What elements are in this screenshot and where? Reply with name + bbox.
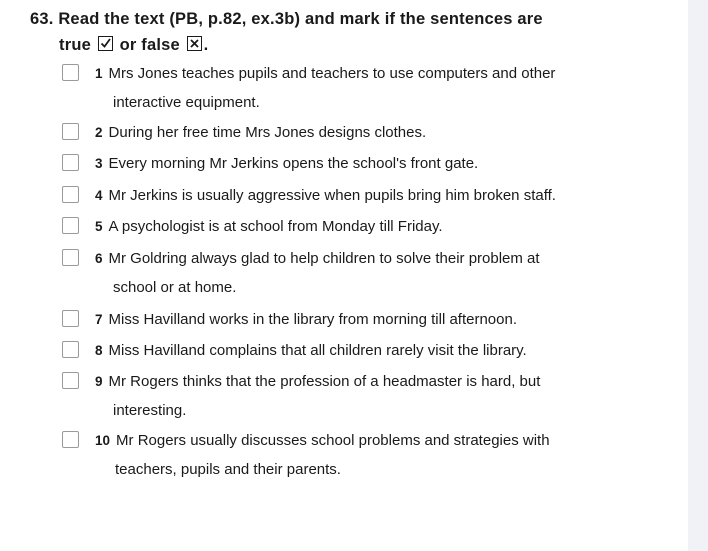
item-text: Mr Jerkins is usually aggressive when pupils bring him broken staff. bbox=[108, 187, 556, 204]
item-text: Miss Havilland works in the library from morning till afternoon. bbox=[108, 311, 517, 328]
item-text-continued: school or at home. bbox=[113, 279, 237, 296]
item-text-continued: interactive equipment. bbox=[113, 94, 260, 111]
list-item bbox=[62, 59, 642, 117]
checked-box-icon bbox=[98, 36, 113, 51]
item-number: 2 bbox=[95, 125, 103, 140]
item-number: 6 bbox=[95, 251, 103, 266]
item-text: Mr Rogers thinks that the profession of a headmaster is hard, but bbox=[108, 373, 541, 390]
list-item bbox=[62, 244, 642, 302]
answer-checkbox[interactable] bbox=[62, 249, 79, 266]
task-instruction bbox=[30, 6, 640, 58]
item-text: Mrs Jones teaches pupils and teachers to use computers and other bbox=[108, 65, 556, 82]
item-text: Mr Goldring always glad to help children to solve their problem at bbox=[108, 250, 540, 267]
item-text: Every morning Mr Jerkins opens the school's front gate. bbox=[108, 155, 479, 172]
list-item bbox=[62, 305, 642, 334]
task-instruction-line2 bbox=[30, 32, 640, 58]
item-number: 7 bbox=[95, 312, 103, 327]
list-item bbox=[62, 336, 642, 365]
answer-checkbox[interactable] bbox=[62, 372, 79, 389]
list-item bbox=[62, 118, 642, 147]
answer-checkbox[interactable] bbox=[62, 123, 79, 140]
answer-checkbox[interactable] bbox=[62, 217, 79, 234]
item-number: 4 bbox=[95, 188, 103, 203]
list-item bbox=[62, 149, 642, 178]
item-text: A psychologist is at school from Monday till Friday. bbox=[108, 218, 443, 235]
true-word: true bbox=[59, 36, 91, 54]
title-period: . bbox=[203, 36, 209, 54]
item-number: 5 bbox=[95, 219, 103, 234]
list-item bbox=[62, 367, 642, 425]
answer-checkbox[interactable] bbox=[62, 64, 79, 81]
item-text: Mr Rogers usually discusses school problems and strategies with bbox=[116, 432, 550, 449]
answer-checkbox[interactable] bbox=[62, 431, 79, 448]
item-text: Miss Havilland complains that all children rarely visit the library. bbox=[108, 342, 527, 359]
item-text-continued: teachers, pupils and their parents. bbox=[115, 461, 341, 478]
item-number: 10 bbox=[95, 433, 111, 448]
crossed-box-icon bbox=[187, 36, 202, 51]
right-margin-strip bbox=[688, 0, 708, 551]
answer-checkbox[interactable] bbox=[62, 310, 79, 327]
answer-checkbox[interactable] bbox=[62, 186, 79, 203]
list-item bbox=[62, 212, 642, 241]
item-number: 1 bbox=[95, 66, 103, 81]
answer-checkbox[interactable] bbox=[62, 154, 79, 171]
task-instruction-line1: 63. Read the text (PB, p.82, ex.3b) and mark if the sentences are bbox=[30, 10, 543, 28]
list-item bbox=[62, 181, 642, 210]
item-number: 9 bbox=[95, 374, 103, 389]
item-text-continued: interesting. bbox=[113, 402, 187, 419]
item-text: During her free time Mrs Jones designs clothes. bbox=[108, 124, 427, 141]
item-number: 8 bbox=[95, 343, 103, 358]
or-false-text: or false bbox=[119, 36, 180, 54]
item-number: 3 bbox=[95, 156, 103, 171]
answer-checkbox[interactable] bbox=[62, 341, 79, 358]
list-item bbox=[62, 426, 642, 484]
